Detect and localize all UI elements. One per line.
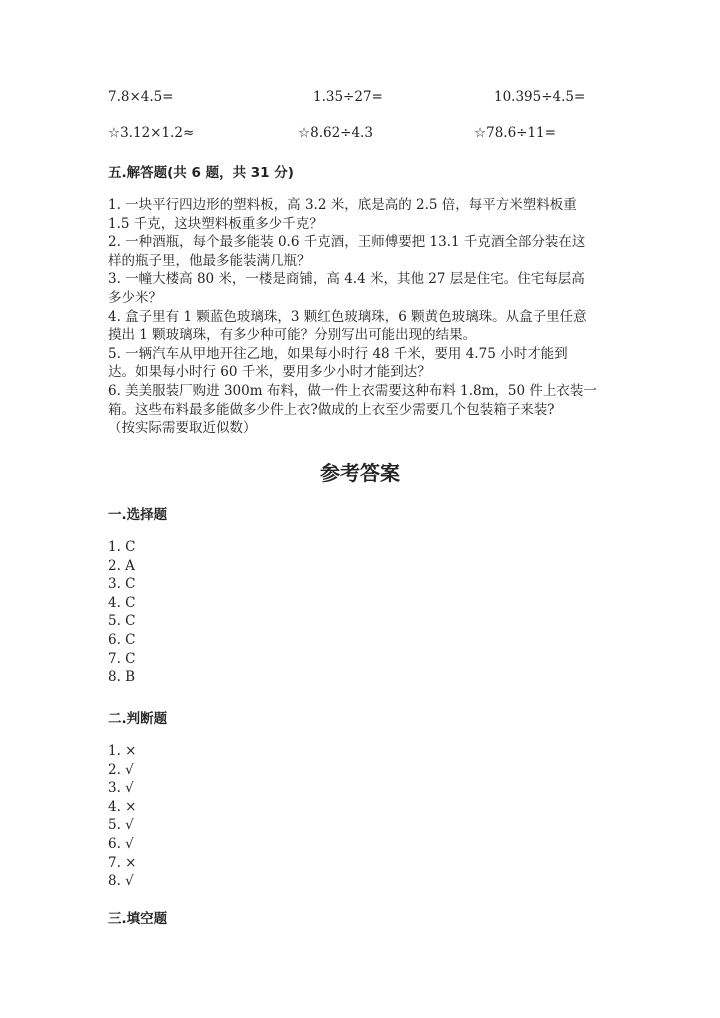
answer-item: 7. ×: [108, 854, 137, 871]
section-heading: 一.选择题: [108, 507, 168, 523]
answer-item: 1. C: [108, 539, 136, 555]
problem-line: 箱。这些布料最多能做多少件上衣?做成的上衣至少需要几个包装箱子来装?: [108, 401, 555, 418]
problem-line: 摸出 1 颗玻璃珠，有多少种可能？分别写出可能出现的结果。: [108, 327, 477, 344]
answer-item: 8. √: [108, 873, 134, 890]
problem-line: 3. 一幢大楼高 80 米，一楼是商铺，高 4.4 米，其他 27 层是住宅。住宅每层高: [108, 271, 585, 288]
calc-item: ☆78.6÷11=: [474, 125, 556, 141]
calc-item: ☆8.62÷4.3: [298, 125, 373, 141]
calc-item: ☆3.12×1.2≈: [108, 125, 195, 141]
answer-item: 4. C: [108, 594, 136, 611]
answer-item: 2. A: [108, 557, 135, 574]
problem-line: 1. 一块平行四边形的塑料板，高 3.2 米，底是高的 2.5 倍，每平方米塑料板重: [108, 197, 577, 213]
problem-line: 达。如果每小时行 60 千米，要用多少小时才能到达？: [108, 364, 431, 381]
problem-line: 1.5 千克，这块塑料板重多少千克？: [108, 215, 323, 232]
calc-item: 7.8×4.5=: [108, 89, 174, 105]
answer-item: 2. √: [108, 761, 134, 778]
section-heading: 三.填空题: [108, 911, 168, 927]
answer-item: 8. B: [108, 669, 136, 686]
calc-item: 10.395÷4.5=: [494, 89, 586, 105]
calc-item: 1.35÷27=: [313, 89, 383, 105]
answers-title: 参考答案: [320, 461, 400, 485]
answer-item: 5. √: [108, 817, 134, 834]
problem-line: 多少米？: [108, 290, 162, 306]
section-heading: 五.解答题(共 6 题，共 31 分): [108, 165, 294, 181]
problem-line: 4. 盒子里有 1 颗蓝色玻璃珠，3 颗红色玻璃珠，6 颗黄色玻璃珠。从盒子里任意: [108, 308, 587, 325]
answer-item: 6. √: [108, 836, 134, 852]
answer-item: 7. C: [108, 650, 136, 667]
answer-item: 6. C: [108, 632, 136, 648]
section-heading: 二.判断题: [108, 711, 168, 727]
problem-line: 2. 一种酒瓶，每个最多能装 0.6 千克酒，王师傅要把 13.1 千克酒全部分装在这: [108, 234, 586, 251]
answer-item: 4. ×: [108, 798, 137, 815]
problem-line: 6. 美美服装厂购进 300m 布料，做一件上衣需要这种布料 1.8m，50 件上衣装一: [108, 383, 597, 399]
answer-item: 1. ×: [108, 743, 137, 759]
answer-item: 3. C: [108, 576, 136, 593]
problem-line: 5. 一辆汽车从甲地开往乙地，如果每小时行 48 千米，要用 4.75 小时才能到: [108, 345, 568, 362]
problem-line: 样的瓶子里，他最多能装满几瓶？: [108, 252, 311, 269]
problem-line: （按实际需要取近似数）: [108, 420, 257, 437]
answer-item: 3. √: [108, 780, 134, 797]
answer-item: 5. C: [108, 613, 136, 630]
